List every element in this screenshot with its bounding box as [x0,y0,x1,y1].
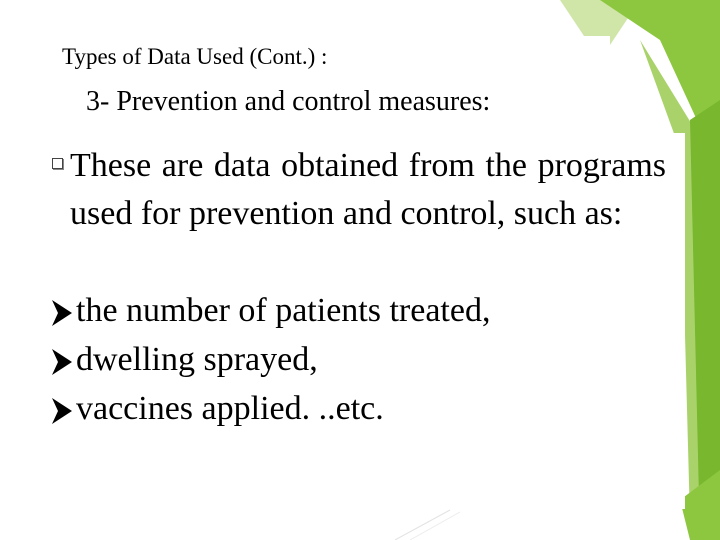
list-item [50,390,384,438]
list-item-text: vaccines applied. ..etc. [76,390,384,427]
arrow-bullet-icon [50,347,74,377]
list-item-text: the number of patients treated, [76,292,491,329]
list-item [50,341,318,389]
list-item-text: dwelling sprayed, [76,341,318,378]
slide-subtitle: Types of Data Used (Cont.) : [62,44,328,69]
arrow-bullet-icon [50,396,74,426]
arrow-bullet-icon [50,298,74,328]
slide-heading: 3- Prevention and control measures: [86,86,491,117]
intro-paragraph: These are data obtained from the programs used for prevention and control, such as: [70,147,666,232]
list-item [50,292,490,340]
square-bullet-icon [52,158,63,169]
